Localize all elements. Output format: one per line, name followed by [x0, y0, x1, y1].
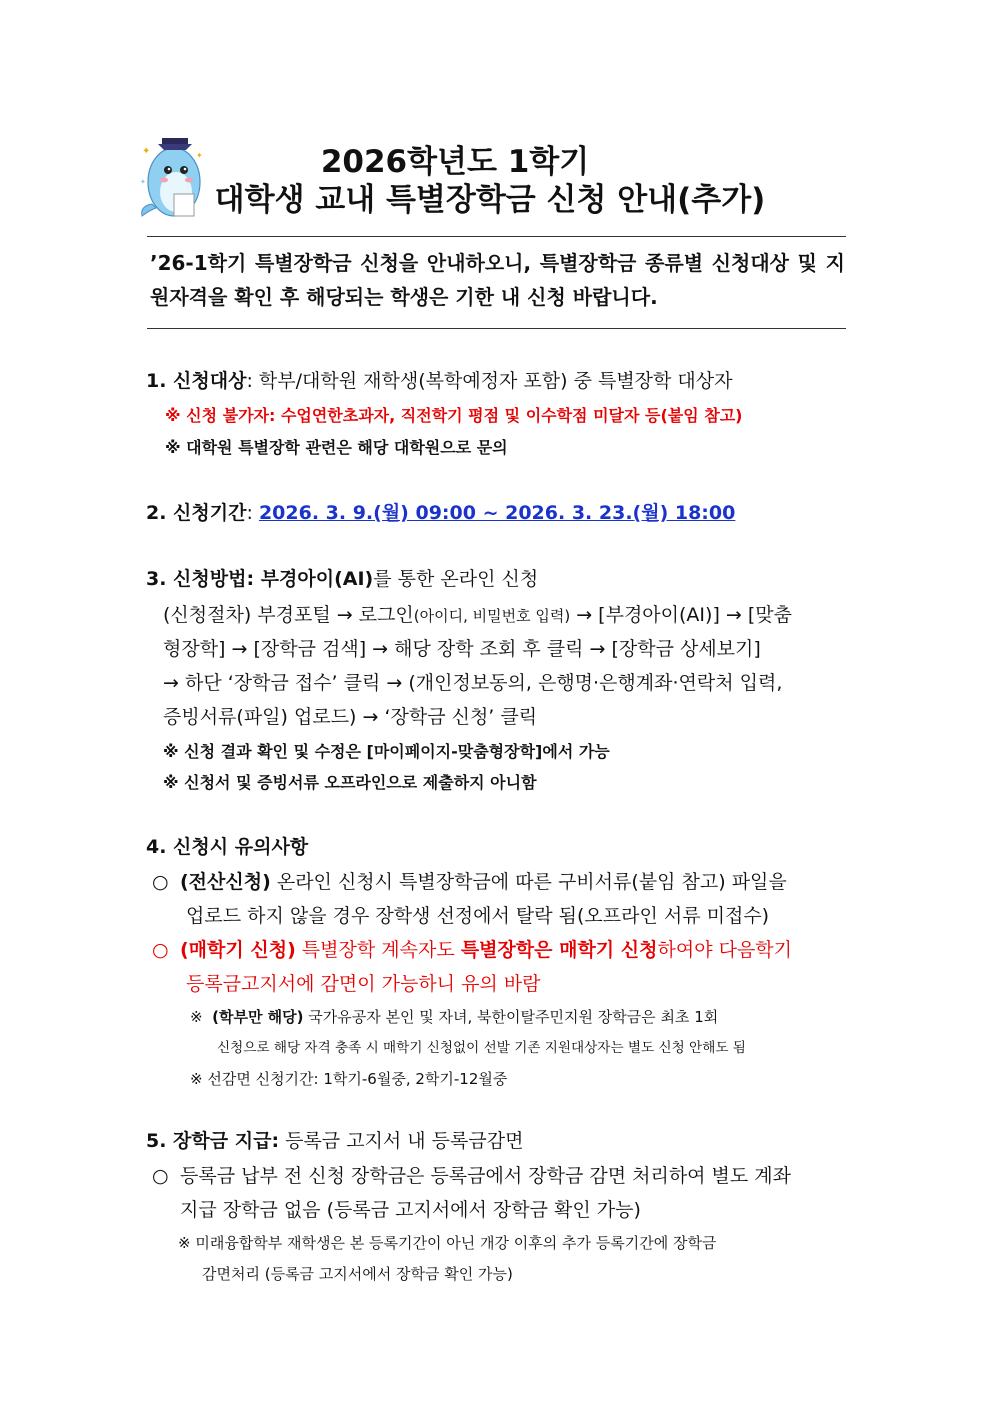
- caution-item-every-semester-text: 특별장학 계속자도: [295, 939, 461, 961]
- bullet-circle: ○: [152, 1165, 169, 1187]
- payment-item: [152, 1161, 791, 1188]
- page-title-line1: 2026학년도 1학기: [320, 144, 590, 180]
- svg-text:✦: ✦: [142, 146, 151, 157]
- section-2-heading: [146, 498, 735, 525]
- section-2-colon: :: [246, 502, 259, 524]
- caution-subnote-precut: ※ 선감면 신청기간: 1학기-6월중, 2학기-12월중: [190, 1070, 508, 1088]
- section-1-heading: [146, 366, 733, 393]
- section-1-body: : 학부/대학원 재학생(복학예정자 포함) 중 특별장학 대상자: [246, 370, 733, 392]
- payment-item-text: 등록금 납부 전 신청 장학금은 등록금에서 장학금 감면 처리하여 별도 계좌: [180, 1165, 792, 1187]
- procedure-line-4: 증빙서류(파일) 업로드) → ‘장학금 신청’ 클릭: [163, 706, 538, 728]
- caution-item-every-semester-tail: 하여야 다음학기: [657, 939, 793, 961]
- payment-note-future-school-line2: 감면처리 (등록금 고지서에서 장학금 확인 가능): [202, 1265, 513, 1283]
- caution-item-online-text: 온라인 신청시 특별장학금에 따른 구비서류(붙임 참고) 파일을: [270, 871, 787, 893]
- procedure-step-1: (신청절차) 부경포털 → 로그인: [163, 604, 414, 626]
- section-4-heading: 4. 신청시 유의사항: [146, 836, 309, 858]
- caution-item-online: [152, 867, 787, 894]
- section-5-heading: [146, 1126, 523, 1153]
- application-period: 2026. 3. 9.(월) 09:00 ~ 2026. 3. 23.(월) 18:00: [258, 502, 736, 524]
- section-3-title: 3. 신청방법: 부경아이(AI): [146, 568, 374, 590]
- bullet-circle: ○: [152, 871, 169, 893]
- section-3-heading: [146, 564, 538, 591]
- caution-item-online-label: (전산신청): [180, 871, 271, 893]
- procedure-line-1: [163, 600, 792, 627]
- caution-subnote-undergrad-line2: 신청으로 해당 자격 충족 시 매학기 신청없이 선발 기존 지원대상자는 별도 신청 안해도 됨: [217, 1040, 746, 1056]
- section-1-note-restriction: ※ 신청 불가자: 수업연한초과자, 직전학기 평점 및 이수학점 미달자 등(붙임 참고): [165, 406, 743, 425]
- svg-text:✦: ✦: [140, 178, 146, 186]
- payment-note-future-school: ※ 미래융합학부 재학생은 본 등록기간이 아닌 개강 이후의 추가 등록기간에 장학금: [178, 1234, 717, 1252]
- section-3-body: 를 통한 온라인 신청: [373, 568, 539, 590]
- section-1-note-graduate: ※ 대학원 특별장학 관련은 해당 대학원으로 문의: [165, 438, 508, 457]
- svg-text:✦: ✦: [196, 151, 203, 160]
- top-divider: [147, 236, 846, 237]
- section-3-note-offline: ※ 신청서 및 증빙서류 오프라인으로 제출하지 아니함: [163, 773, 537, 792]
- caution-item-every-semester-line2: 등록금고지서에 감면이 가능하니 유의 바람: [186, 973, 541, 995]
- caution-item-online-line2: 업로드 하지 않을 경우 장학생 선정에서 탈락 됨(오프라인 서류 미접수): [186, 905, 770, 927]
- intro-divider: [147, 328, 846, 329]
- section-2-title: 2. 신청기간: [146, 502, 247, 524]
- caution-item-every-semester: [152, 935, 792, 962]
- procedure-step-1-tail: → [부경아이(AI)] → [맞춤: [570, 604, 792, 626]
- subnote-undergrad-text: 국가유공자 본인 및 자녀, 북한이탈주민지원 장학금은 최초 1회: [303, 1008, 719, 1026]
- section-3-note-mypage: ※ 신청 결과 확인 및 수정은 [마이페이지-맞춤형장학]에서 가능: [163, 742, 610, 761]
- subnote-undergrad-label: (학부만 해당): [212, 1008, 304, 1026]
- section-1-title: 1. 신청대상: [146, 370, 247, 392]
- caution-subnote-undergrad: [190, 1006, 718, 1027]
- procedure-login-hint: (아이디, 비밀번호 입력): [413, 607, 571, 625]
- subnote-mark: ※: [190, 1008, 203, 1026]
- caution-item-every-semester-label: (매학기 신청): [180, 939, 296, 961]
- section-5-body: 등록금 고지서 내 등록금감면: [279, 1130, 524, 1152]
- bullet-circle: ○: [152, 939, 169, 961]
- payment-item-line2: 지급 장학금 없음 (등록금 고지서에서 장학금 확인 가능): [180, 1199, 641, 1221]
- procedure-line-2: 형장학] → [장학금 검색] → 해당 장학 조회 후 클릭 → [장학금 상세보기]: [163, 638, 761, 660]
- procedure-line-3: → 하단 ‘장학금 접수’ 클릭 → (개인정보동의, 은행명·은행계좌·연락처 입력,: [163, 672, 783, 694]
- caution-item-every-semester-emphasis: 특별장학은 매학기 신청: [460, 939, 658, 961]
- page-title-line2: 대학생 교내 특별장학금 신청 안내(추가): [214, 182, 766, 218]
- section-5-title: 5. 장학금 지급:: [146, 1130, 280, 1152]
- intro-paragraph: ’26-1학기 특별장학금 신청을 안내하오니, 특별장학금 종류별 신청대상 및 지원자격을 확인 후 해당되는 학생은 기한 내 신청 바랍니다.: [150, 251, 845, 309]
